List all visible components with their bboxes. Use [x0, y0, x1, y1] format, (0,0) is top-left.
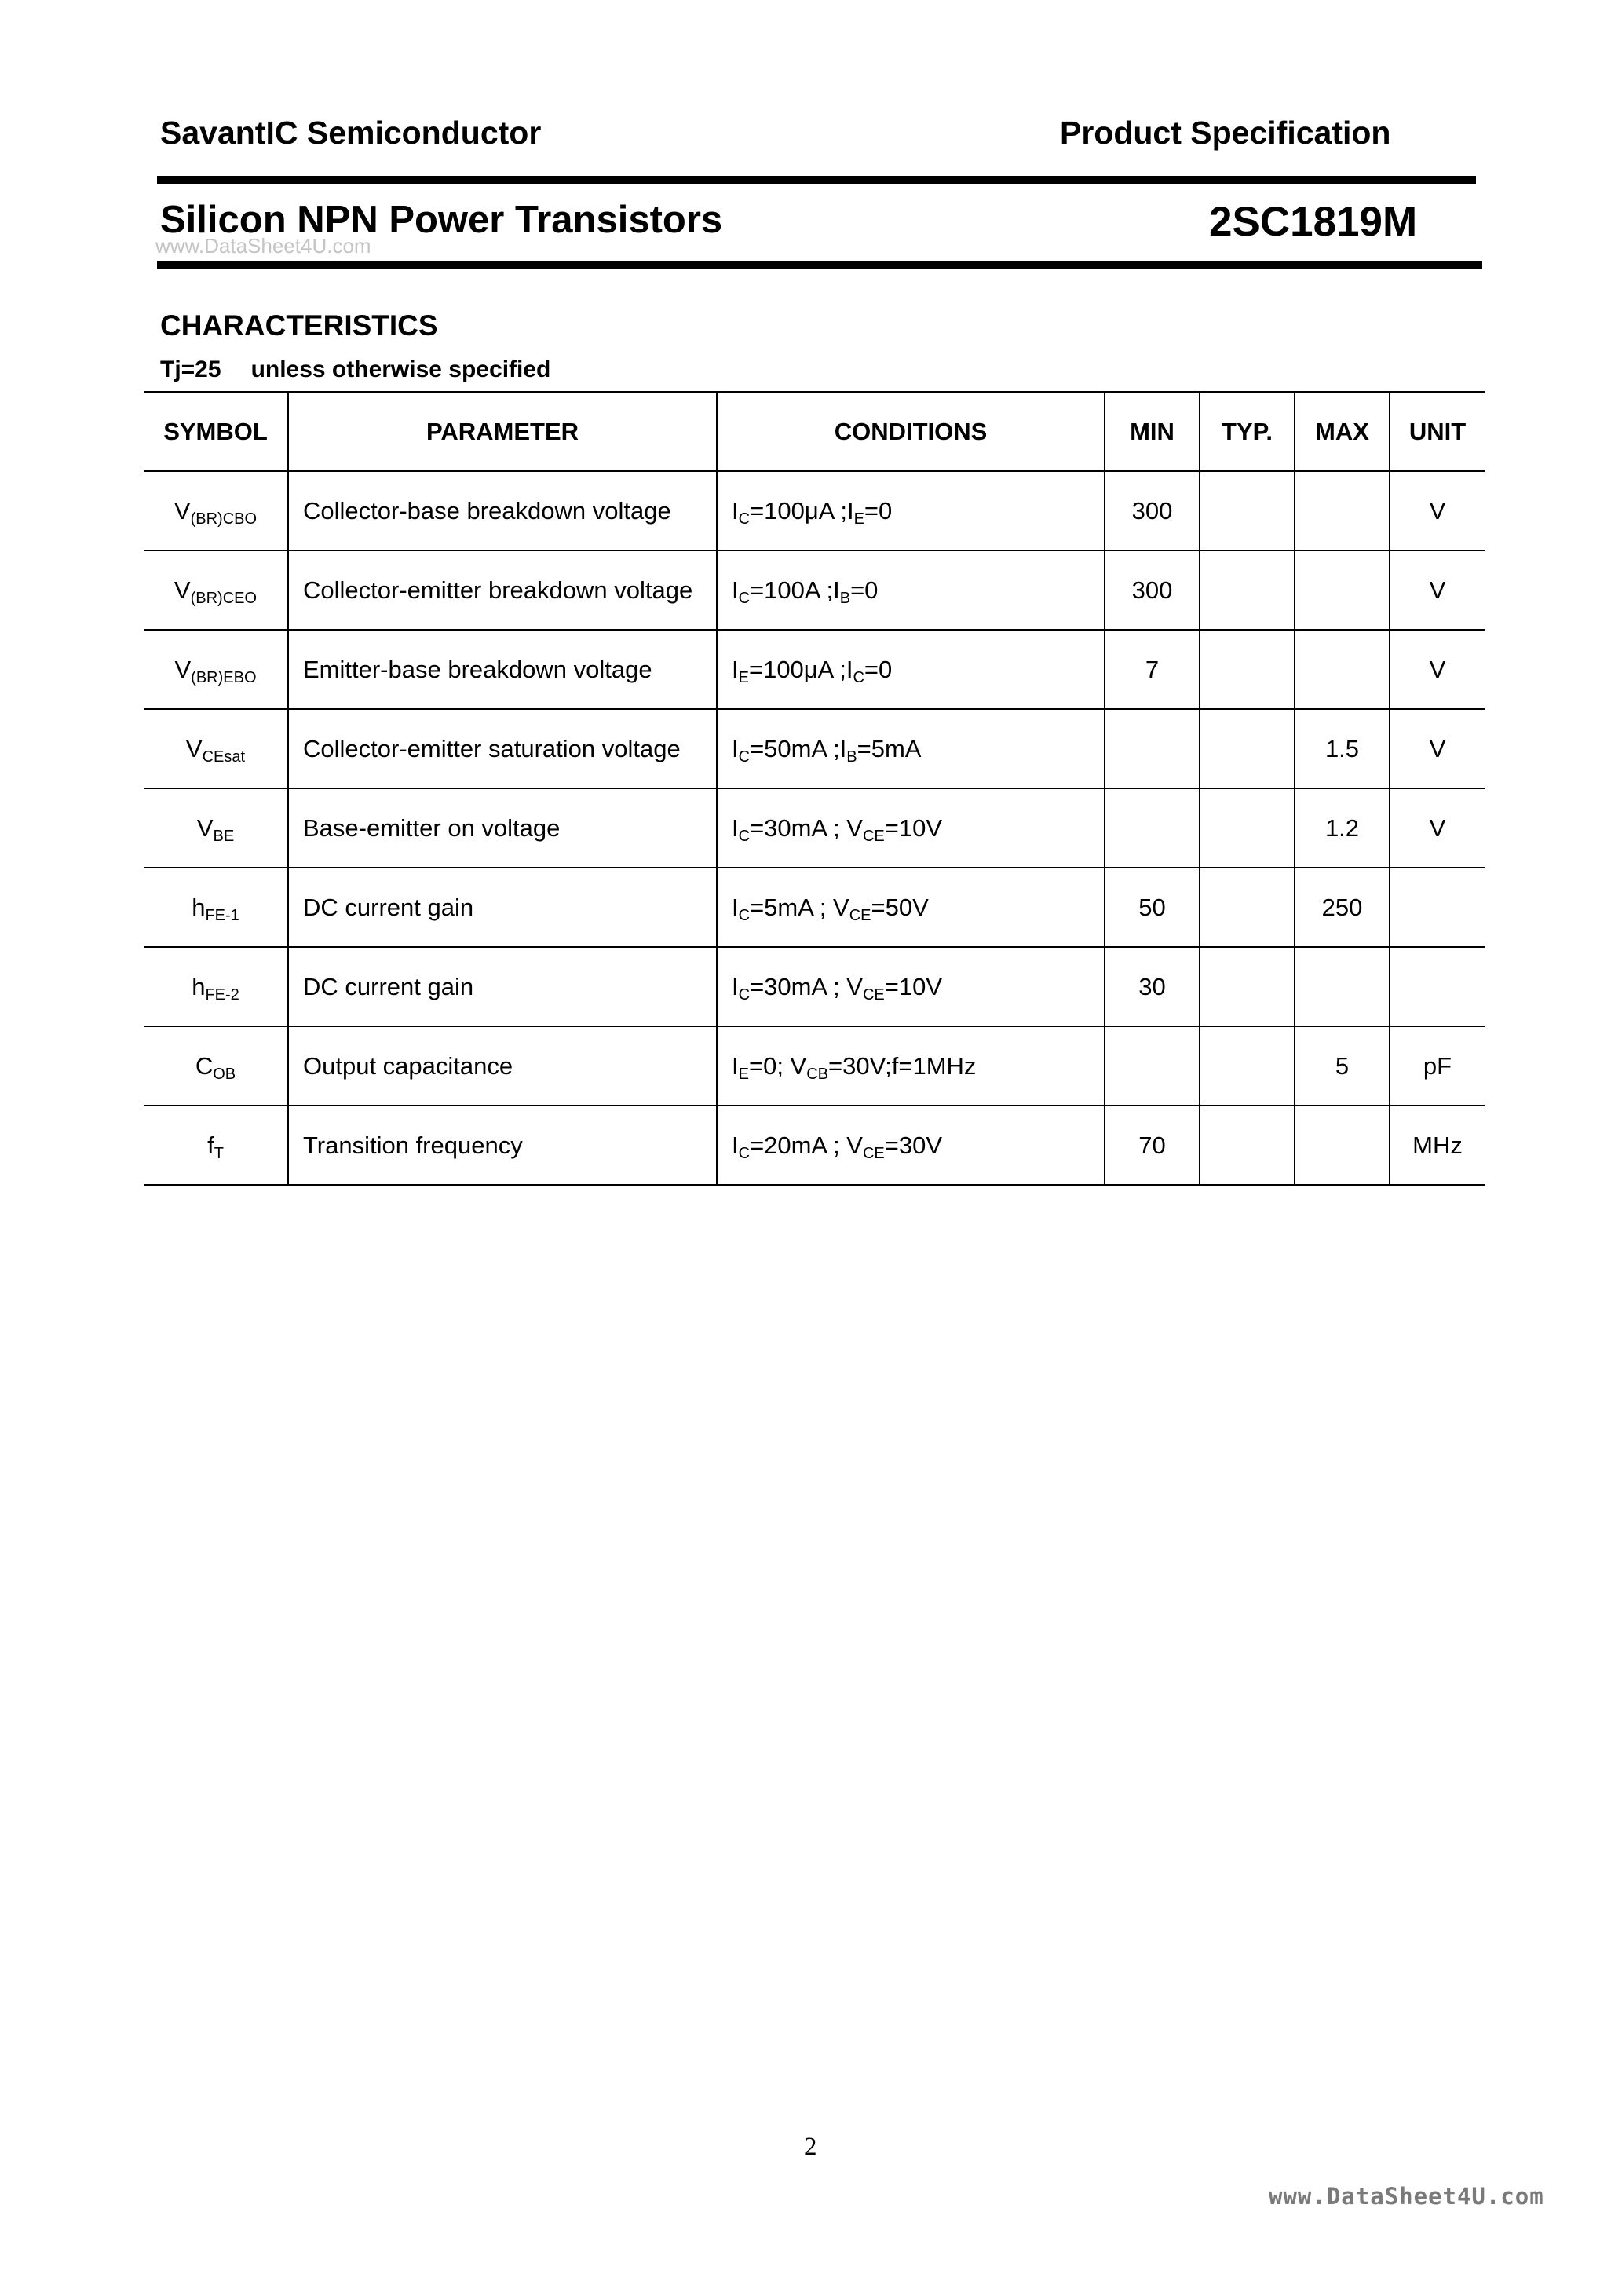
condition-text: =50mA ;I [750, 734, 847, 762]
cell-conditions [717, 788, 1105, 868]
document-type: Product Specification [1060, 115, 1391, 151]
cell-symbol [144, 471, 288, 550]
cell-min: 30 [1105, 947, 1200, 1026]
symbol-main: h [192, 893, 206, 921]
cell-symbol [144, 630, 288, 709]
condition-text: =30V [884, 1131, 943, 1159]
cell-min: 300 [1105, 550, 1200, 630]
condition-text: I [732, 813, 739, 842]
condition-subscript: CE [862, 1144, 885, 1162]
cell-parameter: Transition frequency [288, 1106, 717, 1185]
condition-text: =10V [884, 813, 943, 842]
condition-text: =5mA [857, 734, 922, 762]
cell-symbol [144, 550, 288, 630]
condition-text: I [732, 893, 739, 921]
condition-subscript: E [738, 668, 749, 686]
header-min: MIN [1105, 392, 1200, 471]
condition-subscript: C [738, 1144, 751, 1162]
cell-symbol [144, 1026, 288, 1106]
condition-subscript: B [846, 748, 857, 766]
cell-conditions [717, 471, 1105, 550]
condition-subscript: CE [862, 985, 885, 1004]
cell-symbol [144, 1106, 288, 1185]
cell-min: 50 [1105, 868, 1200, 947]
cell-unit [1390, 947, 1485, 1026]
cell-max: 1.2 [1295, 788, 1390, 868]
header-typ: TYP. [1200, 392, 1295, 471]
condition-text: =0; V [748, 1051, 807, 1080]
test-condition-line [160, 356, 550, 383]
cell-symbol [144, 868, 288, 947]
condition-subscript: C [738, 510, 751, 528]
cell-typ [1200, 788, 1295, 868]
watermark-text: www.DataSheet4U.com [155, 234, 371, 258]
cell-parameter: DC current gain [288, 947, 717, 1026]
condition-text: =0 [850, 576, 879, 604]
cell-typ [1200, 868, 1295, 947]
cell-conditions [717, 947, 1105, 1026]
condition-text: I [732, 496, 739, 525]
condition-subscript: B [839, 589, 851, 607]
cell-min [1105, 709, 1200, 788]
cell-symbol [144, 788, 288, 868]
table-row [144, 1106, 1485, 1185]
condition-text: I [732, 734, 739, 762]
condition-text: I [732, 655, 739, 683]
cell-symbol [144, 709, 288, 788]
symbol-main: V [196, 813, 214, 842]
cell-parameter: Collector-emitter saturation voltage [288, 709, 717, 788]
cell-typ [1200, 947, 1295, 1026]
condition-text: I [732, 1051, 739, 1080]
condition-text: =20mA ; V [750, 1131, 863, 1159]
condition-text: =10V [884, 972, 943, 1000]
cell-max: 5 [1295, 1026, 1390, 1106]
cell-typ [1200, 471, 1295, 550]
cell-max [1295, 550, 1390, 630]
symbol-main: f [207, 1131, 214, 1159]
cell-unit: V [1390, 709, 1485, 788]
cell-parameter: Base-emitter on voltage [288, 788, 717, 868]
condition-text: =50V [871, 893, 929, 921]
condition-text: =0 [864, 655, 893, 683]
symbol-subscript: (BR)EBO [191, 668, 257, 686]
cell-max [1295, 1106, 1390, 1185]
condition-subscript: C [738, 748, 751, 766]
cell-unit: V [1390, 788, 1485, 868]
cell-conditions [717, 630, 1105, 709]
cell-min: 7 [1105, 630, 1200, 709]
header-max: MAX [1295, 392, 1390, 471]
symbol-subscript: BE [213, 827, 235, 845]
table-row [144, 471, 1485, 550]
cell-unit [1390, 868, 1485, 947]
footer-site: www.DataSheet4U.com [1269, 2183, 1544, 2210]
symbol-subscript: FE-1 [205, 906, 239, 924]
symbol-main: V [174, 655, 192, 683]
cell-unit: MHz [1390, 1106, 1485, 1185]
cell-max: 250 [1295, 868, 1390, 947]
cell-min [1105, 788, 1200, 868]
condition-text: I [732, 972, 739, 1000]
condition-subscript: CE [849, 906, 871, 924]
cell-min: 70 [1105, 1106, 1200, 1185]
symbol-main: V [174, 496, 191, 525]
characteristics-table [144, 391, 1485, 1186]
table-row [144, 630, 1485, 709]
condition-text: I [732, 576, 739, 604]
cell-conditions [717, 868, 1105, 947]
header-unit: UNIT [1390, 392, 1485, 471]
condition-text: =30V;f=1MHz [828, 1051, 977, 1080]
header-symbol: SYMBOL [144, 392, 288, 471]
company-name: SavantIC Semiconductor [160, 115, 542, 151]
cell-max: 1.5 [1295, 709, 1390, 788]
header-rule-top [157, 176, 1476, 184]
condition-subscript: C [738, 589, 751, 607]
condition-text: =30mA ; V [750, 813, 863, 842]
symbol-subscript: FE-2 [205, 985, 239, 1004]
symbol-main: V [185, 734, 203, 762]
cell-conditions [717, 709, 1105, 788]
cell-conditions [717, 1106, 1105, 1185]
condition-note: unless otherwise specified [250, 356, 551, 382]
cell-min: 300 [1105, 471, 1200, 550]
part-number: 2SC1819M [1209, 199, 1418, 245]
cell-conditions [717, 550, 1105, 630]
symbol-subscript: CEsat [202, 748, 246, 766]
condition-subscript: C [738, 906, 751, 924]
condition-text: I [732, 1131, 739, 1159]
cell-parameter: Collector-emitter breakdown voltage [288, 550, 717, 630]
condition-text: =5mA ; V [750, 893, 849, 921]
cell-parameter: Emitter-base breakdown voltage [288, 630, 717, 709]
cell-conditions [717, 1026, 1105, 1106]
cell-unit: pF [1390, 1026, 1485, 1106]
condition-text: =100μA ;I [748, 655, 853, 683]
cell-max [1295, 471, 1390, 550]
table-row [144, 788, 1485, 868]
header-rule-bottom [157, 261, 1482, 269]
symbol-main: C [195, 1051, 214, 1080]
cell-typ [1200, 630, 1295, 709]
cell-symbol [144, 947, 288, 1026]
symbol-subscript: (BR)CBO [190, 510, 258, 528]
cell-parameter: Collector-base breakdown voltage [288, 471, 717, 550]
table-header-row [144, 392, 1485, 471]
condition-subscript: C [853, 668, 864, 686]
product-title: Silicon NPN Power Transistors [160, 199, 723, 241]
condition-text: =100μA ;I [750, 496, 854, 525]
cell-unit: V [1390, 630, 1485, 709]
cell-typ [1200, 550, 1295, 630]
header-conditions: CONDITIONS [717, 392, 1105, 471]
table-row [144, 947, 1485, 1026]
table-row [144, 709, 1485, 788]
condition-subscript: CB [806, 1065, 829, 1083]
symbol-subscript: OB [213, 1065, 236, 1083]
table-row [144, 868, 1485, 947]
cell-typ [1200, 1106, 1295, 1185]
page-number: 2 [804, 2133, 817, 2161]
cell-parameter: DC current gain [288, 868, 717, 947]
cell-typ [1200, 709, 1295, 788]
condition-subscript: E [738, 1065, 749, 1083]
cell-max [1295, 630, 1390, 709]
cell-max [1295, 947, 1390, 1026]
symbol-main: V [174, 576, 191, 604]
header-parameter: PARAMETER [288, 392, 717, 471]
condition-subscript: C [738, 985, 751, 1004]
cell-min [1105, 1026, 1200, 1106]
symbol-subscript: (BR)CEO [190, 589, 258, 607]
condition-text: =100A ;I [750, 576, 840, 604]
table-row [144, 1026, 1485, 1106]
condition-text: =30mA ; V [750, 972, 863, 1000]
condition-subscript: E [853, 510, 864, 528]
cell-unit: V [1390, 550, 1485, 630]
cell-parameter: Output capacitance [288, 1026, 717, 1106]
condition-subscript: C [738, 827, 751, 845]
cell-typ [1200, 1026, 1295, 1106]
cell-unit: V [1390, 471, 1485, 550]
table-row [144, 550, 1485, 630]
symbol-subscript: T [214, 1144, 224, 1162]
section-heading: CHARACTERISTICS [160, 309, 438, 342]
condition-text: =0 [864, 496, 893, 525]
junction-temp: Tj=25 [160, 356, 221, 382]
symbol-main: h [192, 972, 206, 1000]
condition-subscript: CE [862, 827, 885, 845]
